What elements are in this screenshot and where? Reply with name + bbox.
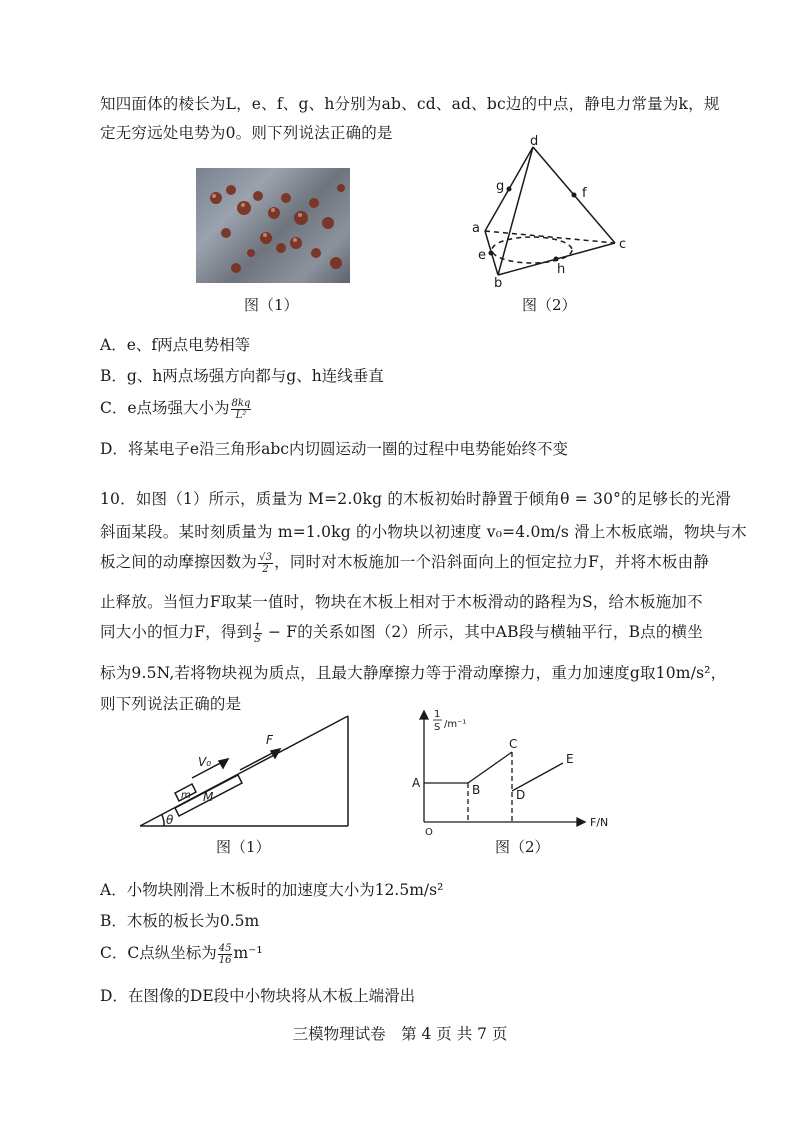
graph-y-unit: /m⁻¹ (444, 719, 467, 730)
graph-point-b: B (472, 783, 481, 797)
incline-F-label: F (266, 733, 273, 747)
graph-y-den: S (434, 722, 441, 733)
inv-s-vs-f-graph (400, 705, 630, 835)
incline-v0-label: V₀ (198, 755, 212, 769)
graph-point-c: C (509, 737, 518, 751)
label-d: d (530, 135, 539, 149)
label-a: a (472, 221, 480, 236)
label-b: b (494, 276, 503, 290)
label-f: f (582, 186, 587, 201)
q10-line3-a: 板之间的动摩擦因数为 (100, 553, 258, 571)
q10-line4: 止释放。当恒力F取某一值时，物块在木板上相对于木板滑动的路程为S，给木板施加不 (100, 593, 703, 611)
q10-line2: 斜面某段。某时刻质量为 m=1.0kg 的小物块以初速度 v₀=4.0m/s 滑上木板底端，物块与木 (100, 523, 747, 541)
graph-origin: O (425, 827, 433, 835)
q9-option-c-numerator: 8kq (231, 397, 251, 409)
q10-inv-s-fraction (253, 622, 262, 645)
q9-fig1-caption: 图（1） (244, 296, 299, 314)
q10-line5 (100, 620, 703, 645)
page-footer: 三模物理试卷 第 4 页 共 7 页 (292, 1025, 508, 1043)
incline-diagram (130, 712, 360, 832)
q9-option-c-fraction (231, 398, 252, 421)
q9-option-a: A．e、f两点电势相等 (100, 336, 251, 354)
q9-option-c-denominator: L² (235, 409, 247, 421)
q10-fig2-caption: 图（2） (495, 838, 550, 856)
q10-option-d: D．在图像的DE段中小物块将从木板上端滑出 (100, 987, 416, 1005)
q9-fig2-caption: 图（2） (522, 296, 577, 314)
q9-option-c-prefix: C．e点场强大小为 (100, 399, 230, 417)
graph-y-num: 1 (434, 709, 441, 720)
incline-m-label: m (181, 790, 191, 801)
crystal-photo (196, 168, 350, 283)
q9-option-d: D．将某电子e沿三角形abc内切圆运动一圈的过程中电势能始终不变 (100, 440, 568, 458)
q10-option-c-fraction (218, 943, 233, 966)
tetrahedron-diagram (460, 135, 640, 290)
q9-intro-line1: 知四面体的棱长为L，e、f、g、h分别为ab、cd、ad、bc边的中点，静电力常量为k，规 (100, 95, 720, 113)
q10-line5-b: − F的关系如图（2）所示，其中AB段与横轴平行，B点的横坐 (262, 623, 703, 641)
q10-option-c-denominator: 16 (218, 954, 232, 966)
graph-x-label: F/N (590, 816, 609, 829)
q10-line7: 则下列说法正确的是 (100, 695, 242, 713)
q10-option-c-suffix: m⁻¹ (233, 944, 263, 962)
q9-option-b: B．g、h两点场强方向都与g、h连线垂直 (100, 367, 384, 385)
q10-mu-numerator: √3 (259, 551, 273, 563)
q10-line6: 标为9.5N,若将物块视为质点，且最大静摩擦力等于滑动摩擦力，重力加速度g取10m/s²， (100, 664, 727, 682)
q9-intro-line2: 定无穷远处电势为0。则下列说法正确的是 (100, 124, 393, 142)
label-e: e (478, 248, 486, 263)
q10-option-b: B．木板的板长为0.5m (100, 912, 260, 930)
q10-line3-b: ，同时对木板施加一个沿斜面向上的恒定拉力F，并将木板由静 (274, 553, 710, 571)
label-h: h (557, 262, 566, 277)
graph-point-a: A (412, 776, 421, 790)
q10-mu-fraction (258, 552, 273, 575)
incline-M-label: M (203, 790, 214, 804)
q10-inv-s-denominator: S (254, 633, 262, 645)
q10-line1: 10．如图（1）所示，质量为 M=2.0kg 的木板初始时静置于倾角θ = 30°的足够长的光滑 (100, 490, 732, 508)
q10-option-c-numerator: 45 (218, 942, 232, 954)
q10-fig1-caption: 图（1） (216, 838, 271, 856)
q10-inv-s-numerator: 1 (254, 621, 261, 633)
q10-line3 (100, 550, 709, 575)
q9-option-c (100, 396, 252, 421)
label-g: g (496, 179, 505, 194)
q10-line5-a: 同大小的恒力F，得到 (100, 623, 253, 641)
q10-option-c (100, 941, 263, 966)
graph-point-d: D (516, 788, 526, 802)
label-c: c (619, 237, 627, 252)
q10-option-c-prefix: C．C点纵坐标为 (100, 944, 217, 962)
graph-point-e: E (566, 752, 574, 766)
q10-mu-denominator: 2 (262, 563, 269, 575)
q10-option-a: A．小物块刚滑上木板时的加速度大小为12.5m/s² (100, 881, 444, 899)
incline-theta-label: θ (166, 813, 174, 827)
